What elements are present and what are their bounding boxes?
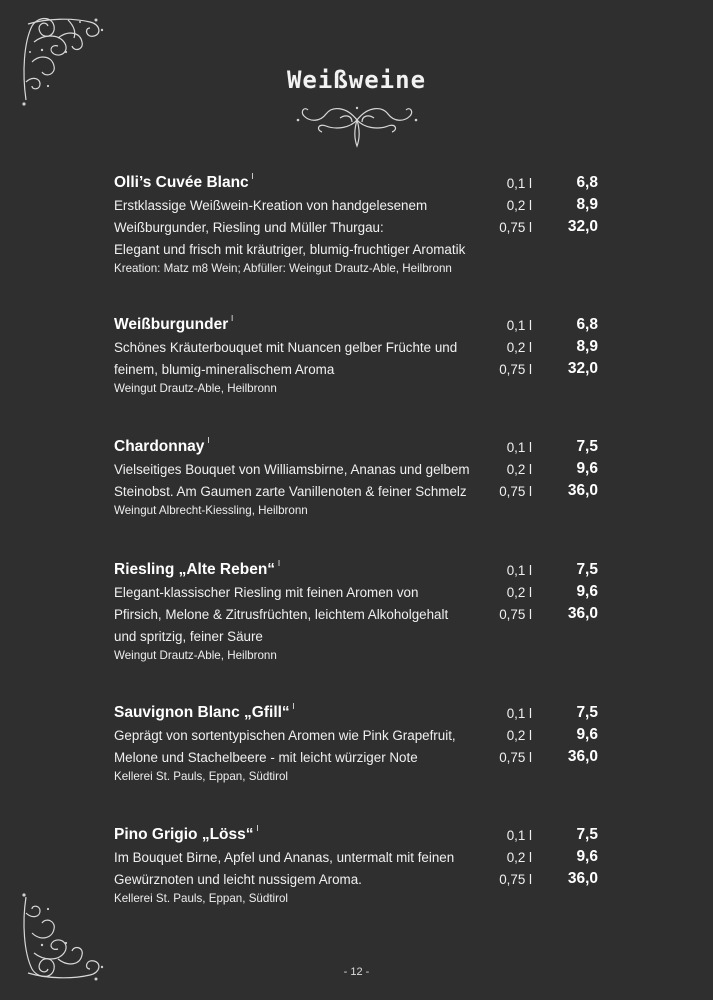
wine-producer-row xyxy=(114,262,614,280)
wine-price: 6,8 xyxy=(576,174,598,191)
wine-row xyxy=(114,316,614,338)
wine-description-line: Pfirsich, Melone & Zitrusfrüchten, leichtem Alkoholgehalt xyxy=(114,607,449,622)
wine-row xyxy=(114,360,614,382)
wine-name-mark: l xyxy=(251,172,254,181)
wine-name: Riesling „Alte Reben“ $^l$ xyxy=(114,559,280,579)
wine-row xyxy=(114,726,614,748)
page-title: Weißweine xyxy=(286,66,427,94)
wine-producer-row xyxy=(114,382,614,400)
wine-price: 36,0 xyxy=(567,870,598,887)
wine-name: Chardonnay $^l$ xyxy=(114,436,210,456)
wine-size: 0,75 l xyxy=(499,362,532,377)
wine-producer: Weingut Drautz-Able, Heilbronn xyxy=(114,382,277,395)
wine-price: 36,0 xyxy=(567,605,598,622)
wine-entry xyxy=(114,704,614,788)
wine-size: 0,75 l xyxy=(499,220,532,235)
wine-row xyxy=(114,748,614,770)
wine-price: 36,0 xyxy=(567,482,598,499)
wine-size: 0,1 l xyxy=(506,563,532,578)
wine-size: 0,2 l xyxy=(506,728,532,743)
wine-producer: Kellerei St. Pauls, Eppan, Südtirol xyxy=(114,770,289,783)
wine-price: 7,5 xyxy=(576,561,598,578)
wine-size: 0,75 l xyxy=(499,872,532,887)
wine-size: 0,2 l xyxy=(506,850,532,865)
wine-row xyxy=(114,338,614,360)
wine-size: 0,75 l xyxy=(499,484,532,499)
wine-name-mark: l xyxy=(278,559,280,568)
title-divider-flourish-icon xyxy=(296,100,418,148)
wine-row xyxy=(114,848,614,870)
wine-description-line: Weißburgunder, Riesling und Müller Thurgau: xyxy=(114,220,384,235)
page-number: - 12 - xyxy=(343,966,370,978)
wine-description-line: Im Bouquet Birne, Apfel und Ananas, untermalt mit feinen xyxy=(114,850,455,865)
wine-row xyxy=(114,460,614,482)
wine-producer: Weingut Albrecht-Kiessling, Heilbronn xyxy=(114,504,308,517)
wine-row xyxy=(114,627,614,649)
wine-name-mark: l xyxy=(207,436,210,445)
wine-size: 0,2 l xyxy=(506,462,532,477)
wine-name: Weißburgunder $^l$ xyxy=(114,314,234,334)
wine-size: 0,75 l xyxy=(499,607,532,622)
wine-name: Olli’s Cuvée Blanc $^l$ xyxy=(114,172,254,192)
wine-name-mark: l xyxy=(231,314,234,323)
wine-name-mark: l xyxy=(256,824,259,833)
wine-size: 0,1 l xyxy=(506,176,532,191)
wine-producer-row xyxy=(114,504,614,522)
wine-size: 0,1 l xyxy=(506,828,532,843)
wine-size: 0,1 l xyxy=(506,706,532,721)
wine-description-line: Geprägt von sortentypischen Aromen wie Pink Grapefruit, xyxy=(114,728,456,743)
wine-row xyxy=(114,196,614,218)
wine-name-mark: l xyxy=(292,702,295,711)
wine-entry xyxy=(114,438,614,522)
wine-description-line: und spritzig, feiner Säure xyxy=(114,629,263,644)
wine-description-line: Steinobst. Am Gaumen zarte Vanillenoten & feiner Schmelz xyxy=(114,484,467,499)
wine-size: 0,75 l xyxy=(499,750,532,765)
wine-producer-row xyxy=(114,892,614,910)
wine-price: 36,0 xyxy=(567,748,598,765)
wine-producer-row xyxy=(114,649,614,667)
wine-description-line: Melone und Stachelbeere - mit leicht würziger Note xyxy=(114,750,418,765)
wine-price: 7,5 xyxy=(576,438,598,455)
wine-row xyxy=(114,704,614,726)
wine-producer: Weingut Drautz-Able, Heilbronn xyxy=(114,649,277,662)
wine-row xyxy=(114,174,614,196)
wine-price: 32,0 xyxy=(567,218,598,235)
wine-price: 8,9 xyxy=(576,196,598,213)
wine-price: 6,8 xyxy=(576,316,598,333)
wine-price: 9,6 xyxy=(576,460,598,477)
wine-entry xyxy=(114,174,614,280)
wine-description-line: Schönes Kräuterbouquet mit Nuancen gelber Früchte und xyxy=(114,340,458,355)
wine-size: 0,2 l xyxy=(506,340,532,355)
wine-price: 8,9 xyxy=(576,338,598,355)
wine-producer: Kellerei St. Pauls, Eppan, Südtirol xyxy=(114,892,289,905)
wine-row xyxy=(114,482,614,504)
wine-price: 7,5 xyxy=(576,704,598,721)
wine-entry xyxy=(114,826,614,910)
wine-description-line: Erstklassige Weißwein-Kreation von handgelesenem xyxy=(114,198,428,213)
wine-row xyxy=(114,583,614,605)
wine-price: 7,5 xyxy=(576,826,598,843)
wine-row xyxy=(114,870,614,892)
wine-price: 9,6 xyxy=(576,726,598,743)
wine-row xyxy=(114,218,614,240)
wine-row xyxy=(114,561,614,583)
wine-size: 0,2 l xyxy=(506,585,532,600)
wine-description-line: Vielseitiges Bouquet von Williamsbirne, Ananas und gelbem xyxy=(114,462,470,477)
wine-price: 32,0 xyxy=(567,360,598,377)
wine-price: 9,6 xyxy=(576,848,598,865)
wine-size: 0,1 l xyxy=(506,440,532,455)
wine-row xyxy=(114,438,614,460)
wine-size: 0,2 l xyxy=(506,198,532,213)
wine-entry xyxy=(114,561,614,667)
wine-size: 0,1 l xyxy=(506,318,532,333)
wine-producer: Kreation: Matz m8 Wein; Abfüller: Weingut Drautz-Able, Heilbronn xyxy=(114,262,452,275)
wine-description-line: Gewürznoten und leicht nussigem Aroma. xyxy=(114,872,362,887)
wine-row xyxy=(114,826,614,848)
wine-description-line: Elegant-klassischer Riesling mit feinen Aromen von xyxy=(114,585,419,600)
wine-name: Sauvignon Blanc „Gfill“ $^l$ xyxy=(114,702,295,722)
wine-entry xyxy=(114,316,614,400)
wine-row xyxy=(114,605,614,627)
wine-description-line: feinem, blumig-mineralischem Aroma xyxy=(114,362,335,377)
wine-price: 9,6 xyxy=(576,583,598,600)
wine-description-line: Elegant und frisch mit kräutriger, blumig-fruchtiger Aromatik xyxy=(114,242,466,257)
wine-row xyxy=(114,240,614,262)
wine-name: Pino Grigio „Löss“ $^l$ xyxy=(114,824,259,844)
wine-producer-row xyxy=(114,770,614,788)
